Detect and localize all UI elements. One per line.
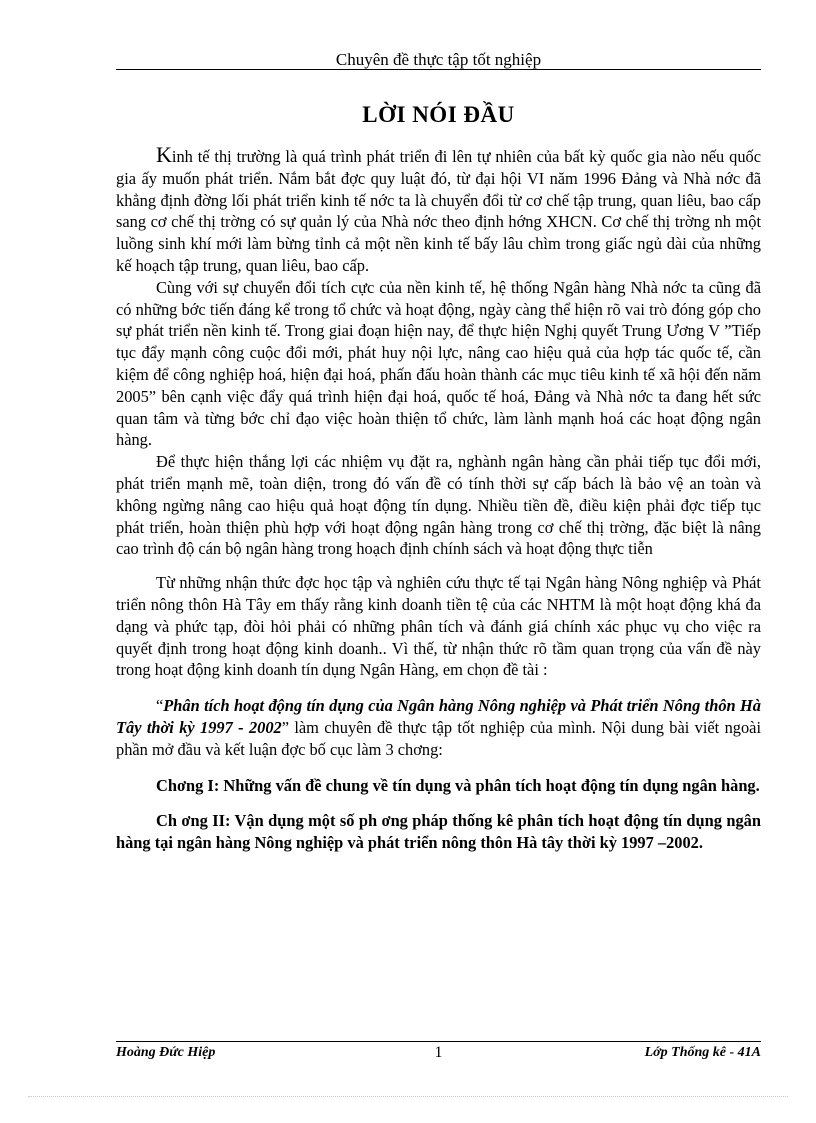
header-rule xyxy=(116,69,761,70)
footer-class: Lớp Thống kê - 41A xyxy=(644,1045,761,1060)
paragraph-5 xyxy=(116,695,761,760)
paragraph-2: Cùng với sự chuyển đổi tích cực của nền kinh tế, hệ thống Ngân hàng Nhà nớc ta cũng đã có những bớc tiến đáng kể trong tổ chức và hoạt động, ngày càng thể hiện rõ vai trò đóng góp cho sự phát triển nền kinh tế. Trong giai đoạn hiện nay, để thực hiện Nghị quyết Trung Ương V ”Tiếp tục đẩy mạnh công cuộc đổi mới, phát huy nội lực, nâng cao hiệu quả của hợp tác quốc tế, cần kiệm để công nghiệp hoá, hiện đại hoá, phấn đấu hoàn thành các mục tiêu kinh tế xã hội đến năm 2005” bên cạnh việc đẩy quá trình hiện đại hoá, quốc tế hoá, Đảng và Nhà nớc ta đang hết sức quan tâm và từng bớc chỉ đạo việc hoàn thiện tổ chức, làm lành mạnh hoá các hoạt động ngân hàng. xyxy=(116,277,761,450)
chapter-1-heading: Chơng I: Những vấn đề chung về tín dụng và phân tích hoạt động tín dụng ngân hàng. xyxy=(156,775,760,795)
paragraph-5-text: ” làm chuyên đề thực tập tốt nghiệp của mình. Nội dung bài viết ngoài phần mở đầu và kết luận đợc bố cục làm 3 chơng: xyxy=(116,717,761,759)
footer-rule xyxy=(116,1041,761,1042)
paragraph-3: Để thực hiện thắng lợi các nhiệm vụ đặt ra, nghành ngân hàng cần phải tiếp tục đổi mới, phát triển mạnh mẽ, toàn diện, trong đó vấn đề có tính thời sự cấp bách là bảo vệ an toàn và không ngừng nâng cao hiệu quả hoạt động tín dụng. Nhiều tiền đề, điều kiện phải đợc tiếp tục phát triển, hoàn thiện phù hợp với hoạt động ngân hàng trong cơ chế thị trờng, đặc biệt là nâng cao trình độ cán bộ ngân hàng trong hoạch định chính sách và hoạt động thực tiễn xyxy=(116,452,761,559)
paragraph-1 xyxy=(116,142,761,277)
thesis-topic: Phân tích hoạt động tín dụng của Ngân hàng Nông nghiệp và Phát triển Nông thôn Hà Tây thời kỳ 1997 - 2002 xyxy=(116,696,761,737)
drop-cap: K xyxy=(156,142,172,167)
chapter-2-heading: Ch ơng II: Vận dụng một số ph ơng pháp thống kê phân tích hoạt động tín dụng ngân hàng tại ngân hàng Nông nghiệp và phát triển nông thôn Hà tây thời kỳ 1997 –2002. xyxy=(116,811,761,853)
page-footer xyxy=(116,1043,761,1065)
page-number: 1 xyxy=(434,1044,443,1061)
paragraph-1-text: inh tế thị trường là quá trình phát triển đi lên tự nhiên của bất kỳ quốc gia nào nếu quốc gia ấy muốn phát triển. Nắm bắt đợc quy luật đó, từ đại hội VI năm 1996 Đảng và Nhà nớc đã khẳng định đờng lối phát triển kinh tế nớc ta là chuyển đổi từ cơ chế tập trung, quan liêu, bao cấp sang cơ chế thị trờng có sự quản lý của Nhà nớc theo định hớng XHCN. Cơ chế thị trờng nh một luồng sinh khí mới làm bừng tỉnh cả một nền kinh tế bấy lâu chìm trong giấc ngủ dài của những kế hoạch tập trung, quan liêu, bao cấp. xyxy=(116,147,761,275)
document-body xyxy=(116,142,761,854)
page-title: LỜI NÓI ĐẦU xyxy=(362,102,515,127)
paragraph-4: Từ những nhận thức đợc học tập và nghiên cứu thực tế tại Ngân hàng Nông nghiệp và Phát triển nông thôn Hà Tây em thấy rằng kinh doanh tiền tệ của các NHTM là một hoạt động khá đa dạng và phức tạp, đòi hỏi phải có những phân tích và đánh giá chính xác phục vụ cho việc ra quyết định trong hoạt động kinh doanh.. Vì thế, từ nhận thức rõ tầm quan trọng của vấn đề này trong hoạt động kinh doanh tín dụng Ngân Hàng, em chọn đề tài : xyxy=(116,573,761,680)
page-bottom-dotted-line xyxy=(28,1096,788,1097)
footer-author: Hoàng Đức Hiệp xyxy=(116,1045,216,1060)
running-header: Chuyên đề thực tập tốt nghiệp xyxy=(335,50,542,69)
quote-open: “ xyxy=(156,696,164,716)
